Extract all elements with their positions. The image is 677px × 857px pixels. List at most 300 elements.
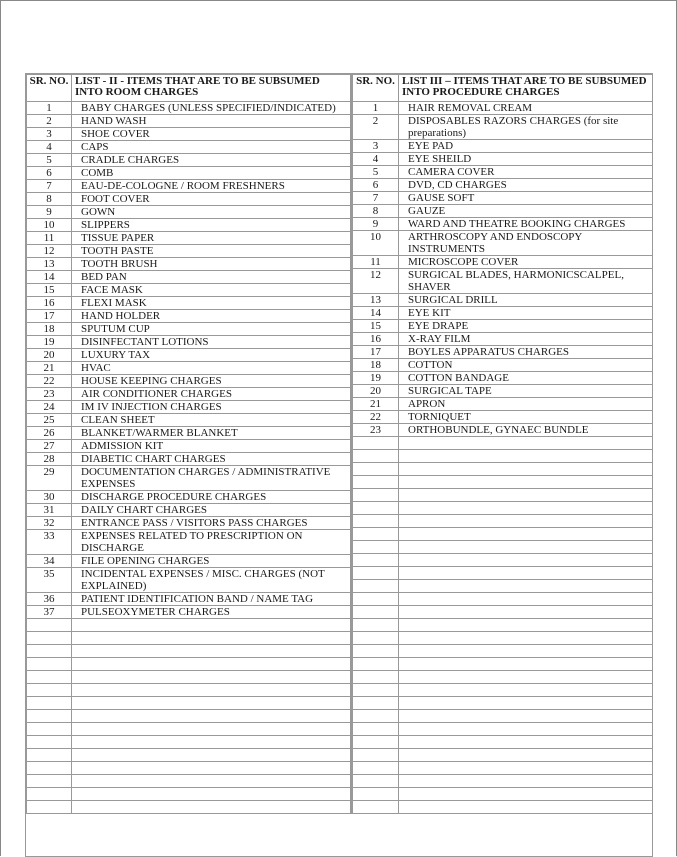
empty-row [353, 515, 653, 528]
table-row [353, 218, 653, 231]
empty-cell [353, 593, 399, 606]
empty-cell [72, 762, 351, 775]
row-sr-number: 25 [27, 414, 72, 427]
table-row [27, 414, 351, 427]
table-row [353, 192, 653, 205]
empty-cell [27, 632, 72, 645]
row-sr-number: 20 [27, 349, 72, 362]
row-sr-number: 6 [353, 179, 399, 192]
row-sr-number: 5 [353, 166, 399, 179]
row-sr-number: 2 [27, 115, 72, 128]
row-item: CRADLE CHARGES [72, 154, 351, 167]
empty-row [353, 762, 653, 775]
empty-cell [399, 671, 653, 684]
row-sr-number: 32 [27, 517, 72, 530]
table-row [353, 320, 653, 333]
table-row [27, 530, 351, 555]
empty-row [353, 528, 653, 541]
row-item: PATIENT IDENTIFICATION BAND / NAME TAG [72, 593, 351, 606]
row-item: COMB [72, 167, 351, 180]
table-row [27, 453, 351, 466]
row-item: INCIDENTAL EXPENSES / MISC. CHARGES (NOT EXPLAINED) [72, 568, 351, 593]
empty-row [353, 554, 653, 567]
empty-cell [27, 775, 72, 788]
row-sr-number: 7 [27, 180, 72, 193]
table-row [353, 307, 653, 320]
empty-row [353, 710, 653, 723]
empty-cell [353, 632, 399, 645]
table-row [27, 245, 351, 258]
document-area [25, 73, 653, 857]
list-ii-title-header: LIST - II - ITEMS THAT ARE TO BE SUBSUMED INTO ROOM CHARGES [72, 75, 351, 102]
row-sr-number: 29 [27, 466, 72, 491]
row-item: IM IV INJECTION CHARGES [72, 401, 351, 414]
empty-row [353, 567, 653, 580]
table-row [353, 153, 653, 166]
empty-cell [399, 541, 653, 554]
table-row [27, 349, 351, 362]
row-item: DAILY CHART CHARGES [72, 504, 351, 517]
table-row [353, 294, 653, 307]
row-item: HAIR REMOVAL CREAM [399, 102, 653, 115]
empty-cell [72, 736, 351, 749]
table-row [27, 297, 351, 310]
empty-cell [27, 788, 72, 801]
empty-cell [72, 671, 351, 684]
table-row [27, 310, 351, 323]
table-row [27, 180, 351, 193]
empty-row [27, 619, 351, 632]
row-sr-number: 9 [27, 206, 72, 219]
empty-row [353, 437, 653, 450]
empty-cell [353, 775, 399, 788]
table-row [27, 219, 351, 232]
row-sr-number: 36 [27, 593, 72, 606]
row-item: TOOTH BRUSH [72, 258, 351, 271]
empty-row [353, 775, 653, 788]
table-row [27, 128, 351, 141]
empty-cell [353, 736, 399, 749]
empty-cell [353, 671, 399, 684]
row-item: FILE OPENING CHARGES [72, 555, 351, 568]
empty-cell [72, 788, 351, 801]
row-item: GAUSE SOFT [399, 192, 653, 205]
table-row [353, 333, 653, 346]
empty-row [353, 502, 653, 515]
empty-cell [353, 463, 399, 476]
table-row [27, 375, 351, 388]
row-sr-number: 15 [353, 320, 399, 333]
row-sr-number: 27 [27, 440, 72, 453]
empty-cell [353, 697, 399, 710]
empty-row [353, 788, 653, 801]
table-row [27, 593, 351, 606]
empty-row [27, 697, 351, 710]
row-item: BLANKET/WARMER BLANKET [72, 427, 351, 440]
row-sr-number: 19 [353, 372, 399, 385]
row-item: EYE SHEILD [399, 153, 653, 166]
empty-row [353, 697, 653, 710]
row-item: X-RAY FILM [399, 333, 653, 346]
empty-cell [399, 619, 653, 632]
row-sr-number: 28 [27, 453, 72, 466]
row-sr-number: 26 [27, 427, 72, 440]
empty-cell [27, 736, 72, 749]
empty-cell [399, 580, 653, 593]
empty-cell [399, 684, 653, 697]
row-sr-number: 35 [27, 568, 72, 593]
table-row [27, 606, 351, 619]
row-sr-number: 6 [27, 167, 72, 180]
empty-cell [27, 658, 72, 671]
row-item: AIR CONDITIONER CHARGES [72, 388, 351, 401]
empty-cell [72, 775, 351, 788]
row-item: DISCHARGE PROCEDURE CHARGES [72, 491, 351, 504]
table-row [353, 424, 653, 437]
row-sr-number: 20 [353, 385, 399, 398]
row-sr-number: 33 [27, 530, 72, 555]
empty-cell [27, 619, 72, 632]
row-item: COTTON BANDAGE [399, 372, 653, 385]
list-ii-header-row [27, 75, 351, 102]
list-iii-table [352, 74, 653, 814]
row-sr-number: 12 [27, 245, 72, 258]
table-row [353, 166, 653, 179]
empty-row [27, 749, 351, 762]
empty-cell [399, 606, 653, 619]
empty-cell [353, 723, 399, 736]
empty-row [353, 606, 653, 619]
table-row [27, 555, 351, 568]
row-item: GOWN [72, 206, 351, 219]
empty-cell [27, 801, 72, 814]
table-row [353, 398, 653, 411]
row-sr-number: 8 [353, 205, 399, 218]
row-item: DISPOSABLES RAZORS CHARGES (for site preparations) [399, 115, 653, 140]
row-sr-number: 3 [27, 128, 72, 141]
row-item: EAU-DE-COLOGNE / ROOM FRESHNERS [72, 180, 351, 193]
row-item: DIABETIC CHART CHARGES [72, 453, 351, 466]
empty-row [353, 593, 653, 606]
row-sr-number: 8 [27, 193, 72, 206]
row-item: FACE MASK [72, 284, 351, 297]
empty-cell [399, 450, 653, 463]
table-row [27, 141, 351, 154]
empty-cell [399, 723, 653, 736]
table-row [27, 258, 351, 271]
row-item: SURGICAL BLADES, HARMONICSCALPEL, SHAVER [399, 269, 653, 294]
row-sr-number: 2 [353, 115, 399, 140]
empty-row [27, 645, 351, 658]
row-item: PULSEOXYMETER CHARGES [72, 606, 351, 619]
empty-cell [353, 606, 399, 619]
row-sr-number: 4 [353, 153, 399, 166]
empty-cell [353, 437, 399, 450]
row-sr-number: 10 [27, 219, 72, 232]
row-sr-number: 1 [353, 102, 399, 115]
empty-cell [353, 684, 399, 697]
empty-cell [399, 788, 653, 801]
row-item: ARTHROSCOPY AND ENDOSCOPY INSTRUMENTS [399, 231, 653, 256]
row-sr-number: 14 [27, 271, 72, 284]
row-sr-number: 15 [27, 284, 72, 297]
empty-cell [353, 567, 399, 580]
row-sr-number: 16 [27, 297, 72, 310]
empty-cell [399, 762, 653, 775]
row-item: TOOTH PASTE [72, 245, 351, 258]
row-sr-number: 34 [27, 555, 72, 568]
empty-row [353, 749, 653, 762]
empty-row [353, 645, 653, 658]
row-item: DISINFECTANT LOTIONS [72, 336, 351, 349]
row-sr-number: 10 [353, 231, 399, 256]
empty-cell [353, 476, 399, 489]
row-sr-number: 23 [27, 388, 72, 401]
empty-cell [399, 658, 653, 671]
empty-row [353, 580, 653, 593]
empty-row [27, 801, 351, 814]
empty-cell [399, 736, 653, 749]
list-ii-sr-header: SR. NO. [27, 75, 72, 102]
table-row [27, 504, 351, 517]
row-item: GAUZE [399, 205, 653, 218]
row-sr-number: 22 [353, 411, 399, 424]
empty-cell [353, 515, 399, 528]
row-sr-number: 3 [353, 140, 399, 153]
row-item: FOOT COVER [72, 193, 351, 206]
empty-row [353, 489, 653, 502]
table-row [353, 140, 653, 153]
row-item: CLEAN SHEET [72, 414, 351, 427]
empty-row [353, 463, 653, 476]
row-sr-number: 17 [353, 346, 399, 359]
empty-cell [353, 619, 399, 632]
empty-cell [27, 723, 72, 736]
table-row [353, 359, 653, 372]
empty-cell [353, 554, 399, 567]
empty-row [353, 476, 653, 489]
empty-row [353, 801, 653, 814]
table-row [353, 411, 653, 424]
table-row [27, 336, 351, 349]
empty-cell [399, 463, 653, 476]
empty-cell [399, 437, 653, 450]
row-item: TORNIQUET [399, 411, 653, 424]
table-row [27, 115, 351, 128]
empty-cell [399, 502, 653, 515]
row-item: WARD AND THEATRE BOOKING CHARGES [399, 218, 653, 231]
empty-cell [353, 580, 399, 593]
empty-cell [353, 658, 399, 671]
empty-cell [27, 697, 72, 710]
table-row [27, 271, 351, 284]
row-item: HAND HOLDER [72, 310, 351, 323]
row-sr-number: 37 [27, 606, 72, 619]
empty-row [27, 788, 351, 801]
row-item: EYE DRAPE [399, 320, 653, 333]
row-sr-number: 11 [353, 256, 399, 269]
empty-cell [72, 632, 351, 645]
empty-cell [399, 645, 653, 658]
row-item: LUXURY TAX [72, 349, 351, 362]
empty-cell [353, 801, 399, 814]
row-item: BABY CHARGES (UNLESS SPECIFIED/INDICATED) [72, 102, 351, 115]
table-row [353, 269, 653, 294]
empty-row [27, 762, 351, 775]
empty-row [27, 736, 351, 749]
row-sr-number: 16 [353, 333, 399, 346]
row-item: CAPS [72, 141, 351, 154]
empty-cell [72, 723, 351, 736]
empty-cell [72, 710, 351, 723]
empty-cell [353, 710, 399, 723]
row-item: MICROSCOPE COVER [399, 256, 653, 269]
table-row [27, 323, 351, 336]
row-item: HOUSE KEEPING CHARGES [72, 375, 351, 388]
empty-cell [27, 671, 72, 684]
table-row [27, 388, 351, 401]
empty-row [27, 710, 351, 723]
table-row [27, 517, 351, 530]
table-row [353, 346, 653, 359]
row-item: APRON [399, 398, 653, 411]
empty-row [353, 723, 653, 736]
table-row [27, 102, 351, 115]
empty-row [353, 450, 653, 463]
empty-cell [399, 710, 653, 723]
table-row [353, 231, 653, 256]
empty-row [27, 723, 351, 736]
empty-row [353, 736, 653, 749]
row-sr-number: 21 [27, 362, 72, 375]
empty-cell [399, 489, 653, 502]
empty-cell [27, 710, 72, 723]
empty-cell [399, 801, 653, 814]
empty-cell [27, 645, 72, 658]
table-row [353, 205, 653, 218]
empty-row [353, 658, 653, 671]
empty-cell [399, 515, 653, 528]
empty-cell [72, 619, 351, 632]
list-ii-body [27, 102, 351, 814]
row-item: SPUTUM CUP [72, 323, 351, 336]
row-item: SURGICAL DRILL [399, 294, 653, 307]
empty-cell [27, 762, 72, 775]
empty-cell [399, 697, 653, 710]
empty-cell [353, 502, 399, 515]
row-sr-number: 9 [353, 218, 399, 231]
row-item: BED PAN [72, 271, 351, 284]
table-row [27, 466, 351, 491]
table-row [27, 427, 351, 440]
empty-cell [72, 684, 351, 697]
list-ii-table [26, 74, 351, 814]
empty-row [353, 684, 653, 697]
empty-cell [399, 554, 653, 567]
empty-row [27, 671, 351, 684]
empty-row [353, 632, 653, 645]
row-item: CAMERA COVER [399, 166, 653, 179]
table-row [353, 115, 653, 140]
row-item: COTTON [399, 359, 653, 372]
row-sr-number: 13 [353, 294, 399, 307]
row-sr-number: 18 [27, 323, 72, 336]
empty-cell [353, 489, 399, 502]
empty-cell [399, 476, 653, 489]
row-item: ORTHOBUNDLE, GYNAEC BUNDLE [399, 424, 653, 437]
row-item: DVD, CD CHARGES [399, 179, 653, 192]
table-row [353, 385, 653, 398]
table-row [353, 179, 653, 192]
row-sr-number: 31 [27, 504, 72, 517]
row-sr-number: 19 [27, 336, 72, 349]
row-sr-number: 24 [27, 401, 72, 414]
row-sr-number: 21 [353, 398, 399, 411]
empty-cell [353, 749, 399, 762]
row-sr-number: 1 [27, 102, 72, 115]
empty-row [27, 632, 351, 645]
row-item: EXPENSES RELATED TO PRESCRIPTION ON DISCHARGE [72, 530, 351, 555]
empty-cell [72, 697, 351, 710]
table-row [27, 362, 351, 375]
table-row [27, 167, 351, 180]
row-item: ENTRANCE PASS / VISITORS PASS CHARGES [72, 517, 351, 530]
list-iii-title-header: LIST III – ITEMS THAT ARE TO BE SUBSUMED INTO PROCEDURE CHARGES [399, 75, 653, 102]
empty-row [27, 658, 351, 671]
row-sr-number: 23 [353, 424, 399, 437]
empty-row [27, 684, 351, 697]
row-sr-number: 30 [27, 491, 72, 504]
table-row [27, 440, 351, 453]
list-iii-header-row [353, 75, 653, 102]
row-item: BOYLES APPARATUS CHARGES [399, 346, 653, 359]
row-sr-number: 18 [353, 359, 399, 372]
empty-row [353, 541, 653, 554]
row-sr-number: 11 [27, 232, 72, 245]
empty-cell [353, 528, 399, 541]
row-sr-number: 22 [27, 375, 72, 388]
empty-cell [72, 749, 351, 762]
row-item: HVAC [72, 362, 351, 375]
empty-cell [353, 450, 399, 463]
row-item: FLEXI MASK [72, 297, 351, 310]
empty-cell [353, 762, 399, 775]
empty-cell [399, 528, 653, 541]
list-iii-panel [351, 74, 653, 814]
empty-cell [72, 801, 351, 814]
row-item: SHOE COVER [72, 128, 351, 141]
empty-cell [27, 749, 72, 762]
empty-cell [399, 632, 653, 645]
empty-cell [399, 593, 653, 606]
table-row [353, 372, 653, 385]
row-item: TISSUE PAPER [72, 232, 351, 245]
empty-cell [353, 788, 399, 801]
row-sr-number: 12 [353, 269, 399, 294]
table-row [27, 206, 351, 219]
empty-cell [353, 541, 399, 554]
table-row [27, 284, 351, 297]
row-item: SURGICAL TAPE [399, 385, 653, 398]
empty-cell [399, 749, 653, 762]
row-sr-number: 5 [27, 154, 72, 167]
table-row [353, 102, 653, 115]
list-iii-body [353, 102, 653, 814]
table-row [27, 568, 351, 593]
empty-cell [399, 775, 653, 788]
empty-cell [399, 567, 653, 580]
empty-row [27, 775, 351, 788]
